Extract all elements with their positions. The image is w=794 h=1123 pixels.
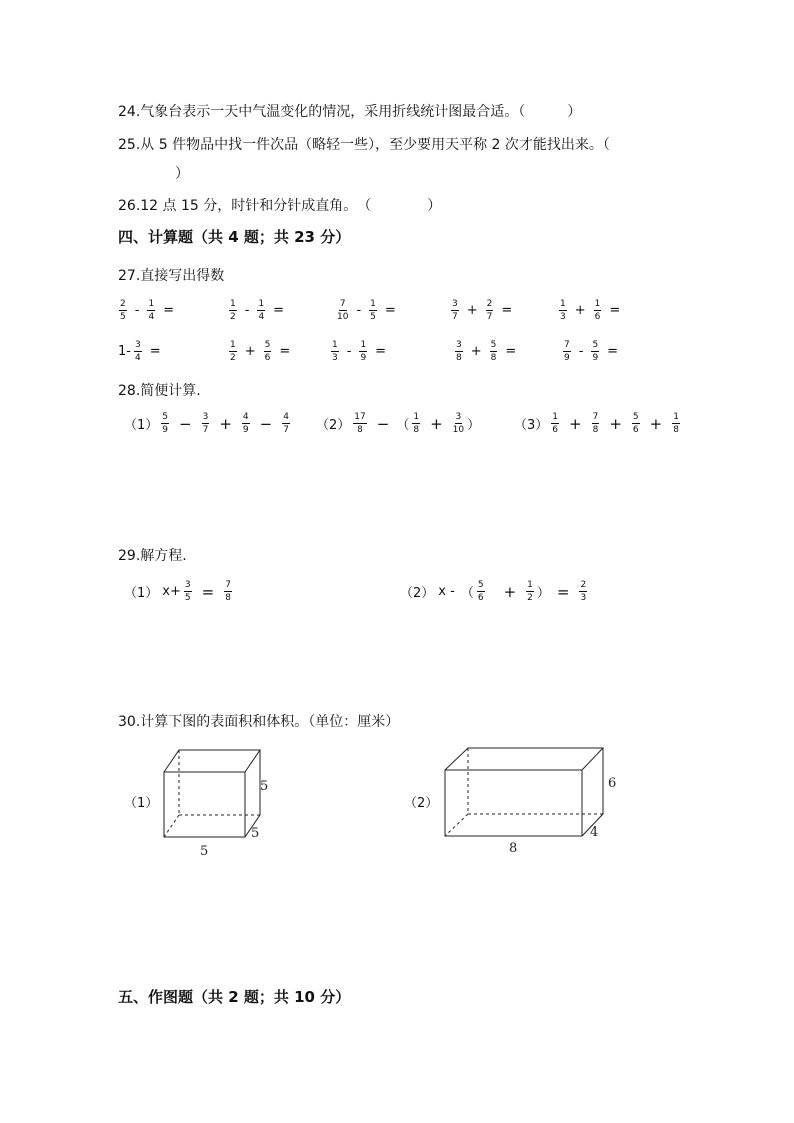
- figure-1-label: （1）: [124, 796, 159, 811]
- q27-expr-3: $\frac{7}{10}$ - $\frac{1}{5}$ =: [337, 299, 396, 322]
- top-face: [445, 748, 603, 770]
- width-label: 8: [509, 841, 518, 856]
- question-26: 26.12 点 15 分，时针和分针成直角。 （ ）: [118, 198, 442, 214]
- fraction: $\frac{1}{2}$: [527, 580, 533, 603]
- q28-expr-3: （3） $\frac{1}{6}$ + $\frac{7}{8}$ + $\frac{5}{6}$ + $\frac{1}{8}$: [514, 412, 679, 435]
- fraction: $\frac{1}{2}$: [230, 299, 236, 322]
- fraction: $\frac{1}{6}$: [552, 412, 559, 435]
- fraction: $\frac{1}{8}$: [413, 412, 420, 435]
- hidden-edge: [164, 815, 179, 837]
- question-24: 24.气象台表示一天中气温变化的情况，采用折线统计图最合适。（ ）: [118, 104, 582, 120]
- hidden-edge: [445, 814, 468, 836]
- side-face: [245, 750, 260, 837]
- fraction: $\frac{5}{9}$: [162, 412, 169, 435]
- q27-expr-8: $\frac{1}{3}$ - $\frac{1}{9}$ =: [332, 340, 387, 363]
- q27-expr-1: $\frac{2}{5}$ - $\frac{1}{4}$ =: [120, 299, 175, 322]
- fraction: $\frac{3}{7}$: [202, 412, 209, 435]
- question-27: 27.直接写出得数: [118, 268, 225, 284]
- fraction: $\frac{7}{10}$: [337, 299, 349, 322]
- fraction: $\frac{2}{3}$: [580, 580, 587, 603]
- depth-label: 4: [590, 825, 599, 840]
- section-5-heading: 五、作图题（共 2 题；共 10 分）: [118, 988, 351, 1006]
- fraction: $\frac{5}{6}$: [264, 340, 271, 363]
- question-28: 28.简便计算.: [118, 383, 201, 399]
- question-29: 29.解方程.: [118, 548, 187, 564]
- fraction: $\frac{1}{5}$: [370, 299, 376, 322]
- depth-label: 5: [251, 826, 260, 841]
- fraction: $\frac{3}{8}$: [456, 340, 462, 363]
- fraction: $\frac{3}{4}$: [134, 340, 141, 363]
- q28-expr-1: （1） $\frac{5}{9}$ − $\frac{3}{7}$ + $\frac{4}{9}$ − $\frac{4}{7}$: [124, 412, 289, 435]
- cuboid-figure: [438, 742, 628, 860]
- fraction: $\frac{1}{3}$: [560, 299, 566, 322]
- fraction: $\frac{17}{8}$: [354, 412, 366, 435]
- front-face: [164, 772, 245, 837]
- fraction: $\frac{7}{8}$: [592, 412, 599, 435]
- fraction: $\frac{1}{8}$: [673, 412, 679, 435]
- fraction: $\frac{5}{8}$: [490, 340, 497, 363]
- fraction: $\frac{3}{7}$: [452, 299, 458, 322]
- fraction: $\frac{1}{4}$: [148, 299, 155, 322]
- height-label: 6: [608, 776, 617, 791]
- front-face: [445, 770, 582, 836]
- side-face: [582, 748, 603, 836]
- fraction: $\frac{1}{4}$: [258, 299, 265, 322]
- fraction: $\frac{5}{6}$: [632, 412, 639, 435]
- q29-equation-1: （1） x+ $\frac{3}{5}$ = $\frac{7}{8}$: [124, 580, 231, 603]
- q27-expr-5: $\frac{1}{3}$ + $\frac{1}{6}$ =: [560, 299, 621, 322]
- fraction: $\frac{3}{10}$: [452, 412, 465, 435]
- q27-expr-10: $\frac{7}{9}$ - $\frac{5}{9}$ =: [564, 340, 619, 363]
- q28-expr-2: （2） $\frac{17}{8}$ − （ $\frac{1}{8}$ + $\frac{3}{10}$ ）: [316, 412, 481, 435]
- q27-expr-9: $\frac{3}{8}$ + $\frac{5}{8}$ =: [456, 340, 517, 363]
- q27-expr-6: 1- $\frac{3}{4}$ =: [118, 340, 161, 363]
- section-4-heading: 四、计算题（共 4 题；共 23 分）: [118, 228, 351, 246]
- fraction: $\frac{4}{7}$: [283, 412, 289, 435]
- fraction: $\frac{7}{8}$: [225, 580, 231, 603]
- fraction: $\frac{2}{5}$: [120, 299, 126, 322]
- q27-expr-2: $\frac{1}{2}$ - $\frac{1}{4}$ =: [230, 299, 285, 322]
- fraction: $\frac{1}{3}$: [332, 340, 338, 363]
- fraction: $\frac{2}{7}$: [486, 299, 493, 322]
- q27-expr-7: $\frac{1}{2}$ + $\frac{5}{6}$ =: [230, 340, 291, 363]
- cube-figure: [150, 745, 280, 865]
- question-30: 30.计算下图的表面积和体积。（单位：厘米）: [118, 714, 400, 730]
- width-label: 5: [200, 844, 209, 859]
- q27-expr-4: $\frac{3}{7}$ + $\frac{2}{7}$ =: [452, 299, 513, 322]
- question-25-bracket-close: ）: [175, 166, 189, 182]
- fraction: $\frac{4}{9}$: [242, 412, 249, 435]
- figure-2-label: （2）: [404, 796, 439, 811]
- top-face: [164, 750, 260, 772]
- fraction: $\frac{5}{6}$: [477, 580, 484, 603]
- fraction: $\frac{3}{5}$: [184, 580, 191, 603]
- fraction: $\frac{1}{2}$: [230, 340, 236, 363]
- fraction: $\frac{7}{9}$: [564, 340, 570, 363]
- fraction: $\frac{1}{6}$: [594, 299, 601, 322]
- fraction: $\frac{5}{9}$: [592, 340, 599, 363]
- height-label: 5: [260, 779, 269, 794]
- question-25: 25.从 5 件物品中找一件次品（略轻一些），至少要用天平称 2 次才能找出来。（: [118, 137, 610, 153]
- q29-equation-2: （2） x - （ $\frac{5}{6}$ + $\frac{1}{2}$ ） = $\frac{2}{3}$: [400, 580, 587, 603]
- fraction: $\frac{1}{9}$: [360, 340, 367, 363]
